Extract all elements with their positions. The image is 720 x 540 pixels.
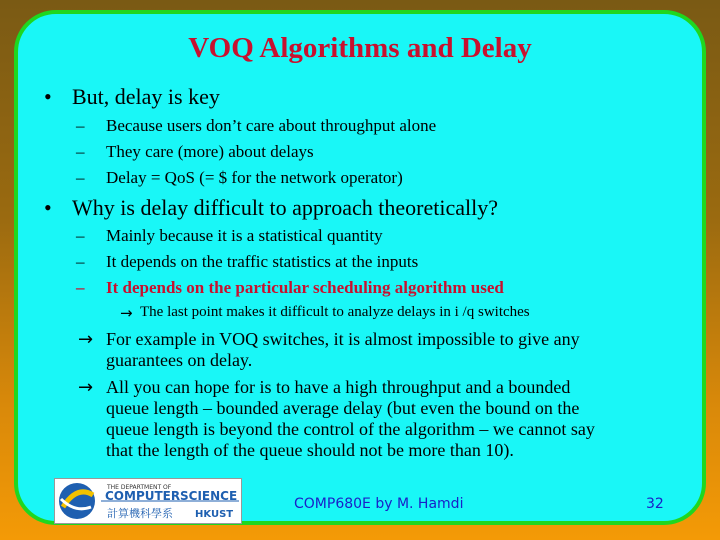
sub-item-text: Mainly because it is a statistical quantity [106, 226, 383, 245]
sub-item-text: It depends on the particular scheduling algorithm used [106, 278, 504, 297]
sub-item [76, 226, 383, 246]
arrow-note-text: The last point makes it difficult to analyze delays in i /q switches [140, 304, 530, 320]
dash: – [76, 278, 85, 297]
sub-item [76, 252, 418, 272]
dash: – [76, 226, 85, 245]
arrow-icon: → [78, 377, 94, 398]
bullet-dot: • [44, 195, 52, 220]
arrow-note [120, 304, 530, 321]
dash: – [76, 142, 85, 161]
logo-computer: COMPUTER [105, 489, 181, 503]
arrow-item-line: guarantees on delay. [106, 350, 253, 370]
dash: – [76, 168, 85, 187]
arrow-icon: → [120, 304, 133, 322]
sub-item-emphasis [76, 278, 504, 298]
bullet-dot: • [44, 84, 52, 109]
arrow-item-line: queue length is beyond the control of the algorithm – we cannot say [106, 419, 595, 439]
bullet-1 [44, 84, 220, 110]
department-logo [54, 478, 242, 524]
bullet-1-text: But, delay is key [72, 84, 220, 109]
logo-line1: THE DEPARTMENT OF [107, 484, 172, 491]
logo-hkust: HKUST [195, 509, 234, 520]
sub-item-text: Because users don’t care about throughput alone [106, 116, 437, 135]
dash: – [76, 252, 85, 271]
dash: – [76, 116, 85, 135]
arrow-item-line: All you can hope for is to have a high throughput and a bounded [106, 377, 571, 397]
slide-title: VOQ Algorithms and Delay [188, 32, 532, 64]
course-footer: COMP680E by M. Hamdi [294, 496, 464, 512]
sub-item [76, 168, 403, 188]
logo-science: SCIENCE [180, 489, 238, 503]
bullet-2-text: Why is delay difficult to approach theoretically? [72, 195, 498, 220]
sub-item-text: They care (more) about delays [106, 142, 314, 161]
sub-item [76, 116, 436, 136]
logo-graphic [55, 479, 241, 523]
arrow-item-line: For example in VOQ switches, it is almost impossible to give any [106, 329, 580, 349]
bullet-2 [44, 195, 498, 221]
sub-item-text: It depends on the traffic statistics at the inputs [106, 252, 419, 271]
page-number: 32 [646, 496, 664, 512]
arrow-icon: → [78, 329, 94, 350]
arrow-item-line: that the length of the queue should not be more than 10). [106, 440, 514, 460]
logo-chinese: 計算機科學系 [107, 507, 173, 520]
sub-item-text: Delay = QoS (= $ for the network operator) [106, 168, 403, 187]
arrow-item-line: queue length – bounded average delay (but even the bound on the [106, 398, 580, 418]
sub-item [76, 142, 314, 162]
